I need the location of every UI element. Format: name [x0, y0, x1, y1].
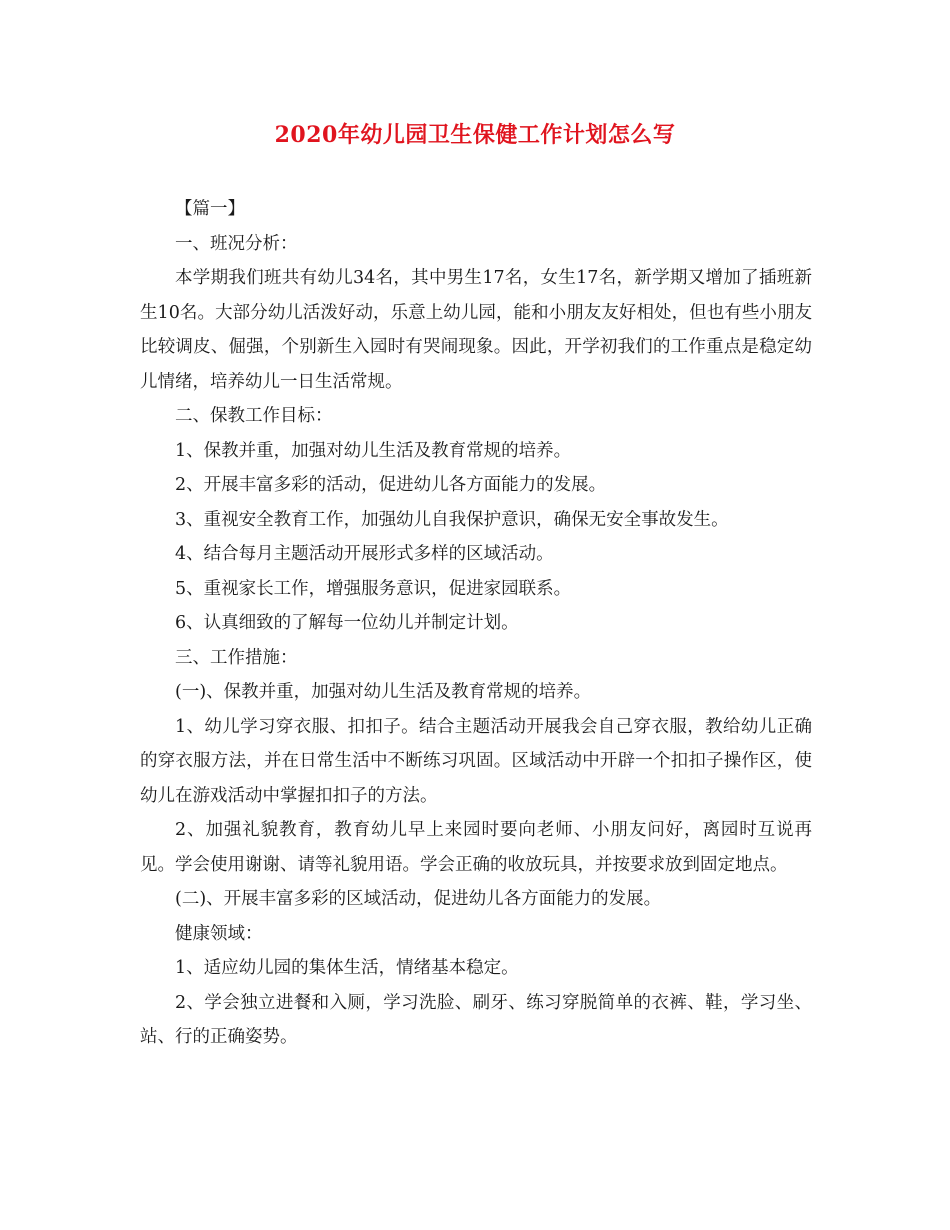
subheading-measure-1: (一)、保教并重，加强对幼儿生活及教育常规的培养。	[175, 682, 592, 702]
heading-work-goals: 二、保教工作目标：	[175, 406, 333, 426]
health-item-1: 1、适应幼儿园的集体生活，情绪基本稳定。	[175, 958, 519, 978]
subheading-measure-2: (二)、开展丰富多彩的区域活动，促进幼儿各方面能力的发展。	[175, 889, 662, 909]
paragraph-class-analysis: 本学期我们班共有幼儿34名，其中男生17名，女生17名，新学期又增加了插班新生10名。大部分幼儿活泼好动，乐意上幼儿园，能和小朋友友好相处，但也有些小朋友比较调皮、倔强，个别新生入园时有哭闹现象。因此，开学初我们的工作重点是稳定幼儿情绪，培养幼儿一日生活常规。	[140, 268, 812, 392]
goal-item-1: 1、保教并重，加强对幼儿生活及教育常规的培养。	[175, 440, 572, 461]
heading-health-domain: 健康领域：	[175, 923, 263, 944]
heading-work-measures: 三、工作措施：	[175, 647, 298, 668]
goal-item-2: 2、开展丰富多彩的活动，促进幼儿各方面能力的发展。	[175, 475, 607, 495]
goal-item-4: 4、结合每月主题活动开展形式多样的区域活动。	[175, 544, 554, 564]
document-body	[140, 192, 812, 1055]
section-heading-part-one: 【篇一】	[175, 199, 245, 219]
document-title: 2020年幼儿园卫生保健工作计划怎么写	[274, 122, 676, 148]
heading-class-analysis: 一、班况分析：	[175, 233, 298, 254]
goal-item-6: 6、认真细致的了解每一位幼儿并制定计划。	[175, 613, 519, 633]
goal-item-5: 5、重视家长工作，增强服务意识，促进家园联系。	[175, 578, 572, 599]
health-item-2: 2、学会独立进餐和入厕，学习洗脸、刷牙、练习穿脱简单的衣裤、鞋，学习坐、站、行的正确姿势。	[140, 992, 812, 1047]
measure-item-2: 2、加强礼貌教育，教育幼儿早上来园时要向老师、小朋友问好，离园时互说再见。学会使用谢谢、请等礼貌用语。学会正确的收放玩具，并按要求放到固定地点。	[140, 820, 812, 875]
goal-item-3: 3、重视安全教育工作，加强幼儿自我保护意识，确保无安全事故发生。	[175, 509, 729, 530]
measure-item-1: 1、幼儿学习穿衣服、扣扣子。结合主题活动开展我会自己穿衣服，教给幼儿正确的穿衣服方法，并在日常生活中不断练习巩固。区域活动中开辟一个扣扣子操作区，使幼儿在游戏活动中掌握扣扣子的方法。	[140, 716, 812, 806]
